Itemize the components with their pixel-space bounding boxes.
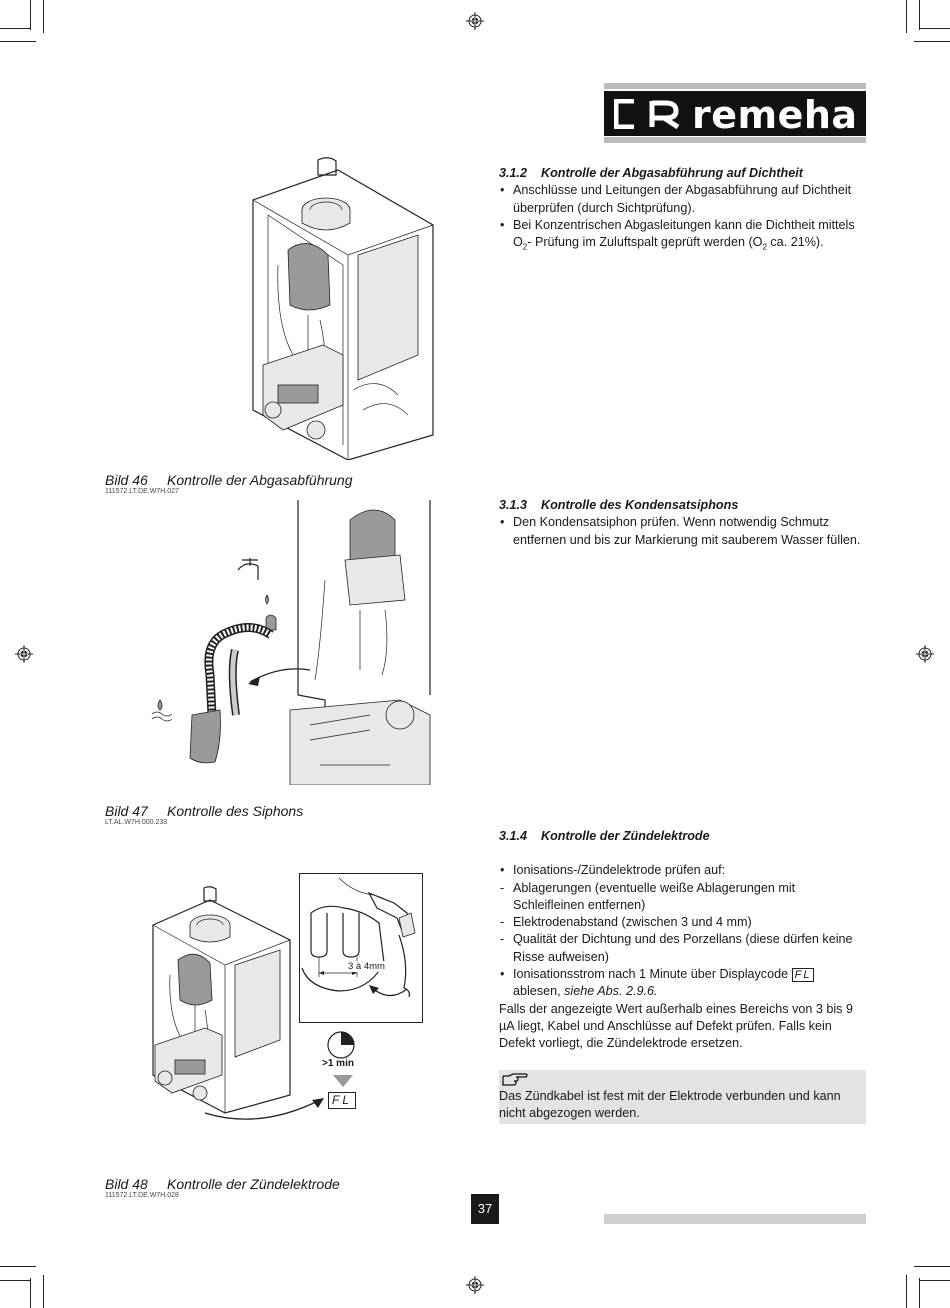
remeha-logo-icon: [614, 99, 684, 129]
gap-label: 3 à 4mm: [348, 961, 385, 972]
crop-mark: [0, 41, 36, 42]
boiler-electrode-illustration: [150, 885, 305, 1115]
paragraph: Falls der angezeigte Wert außerhalb eines Bereichs von 3 bis 9 µA liegt, Kabel und Anschlüsse auf Defekt prüfen. Falls kein Defekt vorliegt, die Zündelektrode ersetzen.: [499, 1001, 853, 1051]
display-code: FL: [792, 968, 815, 982]
crop-mark: [906, 0, 907, 33]
brand-name: remeha: [692, 93, 858, 137]
list-item: - Ablagerungen (eventuelle weiße Ablagerungen mit Schleifleinen entfernen): [500, 880, 796, 912]
display-code-box: FL: [328, 1092, 356, 1109]
list-item: • Ionisationsstrom nach 1 Minute über Displaycode FL ablesen, siehe Abs. 2.9.6.: [499, 966, 869, 1001]
registration-mark-icon: [916, 645, 934, 663]
clock-icon: [326, 1030, 356, 1060]
footer-bar: [604, 1214, 866, 1224]
crop-mark: [920, 28, 950, 29]
brand-bar-top: [604, 83, 866, 89]
boiler-illustration: [248, 155, 438, 460]
list-item: • Den Kondensatsiphon prüfen. Wenn notwendig Schmutz entfernen und bis zur Markierung mit sauberem Wasser füllen.: [500, 515, 861, 547]
figure-code: 111572.LT.DE.W7H.028: [105, 1192, 179, 1199]
list-item: - Qualität der Dichtung und des Porzellans (diese dürfen keine Risse aufweisen): [500, 932, 853, 964]
list-item: - Elektrodenabstand (zwischen 3 und 4 mm): [500, 915, 752, 930]
list-item: • Ionisations-/Zündelektrode prüfen auf:: [500, 863, 726, 878]
section-heading: 3.1.3 Kontrolle des Kondensatsiphons: [499, 498, 739, 512]
crop-mark: [0, 1266, 36, 1267]
crop-mark: [920, 1280, 950, 1281]
crop-mark: [0, 28, 30, 29]
time-label: >1 min: [322, 1058, 354, 1069]
crop-mark: [914, 41, 950, 42]
section-3-1-2: [499, 165, 869, 256]
section-3-1-4: [499, 828, 869, 1053]
crop-mark: [906, 1275, 907, 1308]
note-text: Das Zündkabel ist fest mit der Elektrode verbunden und kann nicht abgezogen werden.: [499, 1089, 841, 1121]
brand-bar-bottom: [604, 137, 866, 143]
brand-banner: [604, 91, 866, 136]
crop-mark: [30, 1278, 31, 1308]
page-number: 37: [471, 1194, 499, 1224]
list-item: • Bei Konzentrischen Abgasleitungen kann die Dichtheit mittels $O_2-$ Prüfung im Zuluftspalt geprüft werden ($O_2$ ca. 21%).: [500, 217, 855, 252]
crop-mark: [43, 1275, 44, 1308]
figure-code: LT.AL.W7H.000.233: [105, 819, 168, 826]
down-arrow-icon: [333, 1075, 353, 1087]
crop-mark: [43, 0, 44, 33]
registration-mark-icon: [466, 12, 484, 30]
electrode-detail-drawing: [299, 873, 421, 1021]
pointing-hand-icon: [501, 1073, 529, 1087]
section-heading: 3.1.2 Kontrolle der Abgasabführung auf Dichtheit: [499, 166, 803, 180]
siphon-illustration: [150, 500, 435, 785]
registration-mark-icon: [15, 645, 33, 663]
crop-mark: [30, 0, 31, 30]
crop-mark: [919, 0, 920, 30]
arrow-to-display-icon: [200, 1088, 330, 1128]
note-box: [499, 1070, 866, 1124]
section-heading: 3.1.4 Kontrolle der Zündelektrode: [499, 829, 710, 843]
registration-mark-icon: [466, 1276, 484, 1294]
figure-caption: Bild 47 Kontrolle des Siphons: [105, 803, 304, 819]
list-item: • Anschlüsse und Leitungen der Abgasabführung auf Dichtheit überprüfen (durch Sichtprüfung).: [500, 183, 852, 215]
figure-code: 111572.LT.DE.W7H.027: [105, 488, 179, 495]
figure-caption: Bild 48 Kontrolle der Zündelektrode: [105, 1176, 340, 1192]
crop-mark: [914, 1266, 950, 1267]
crop-mark: [919, 1278, 920, 1308]
section-3-1-3: [499, 497, 869, 549]
figure-caption: Bild 46 Kontrolle der Abgasabführung: [105, 472, 353, 488]
crop-mark: [0, 1280, 30, 1281]
